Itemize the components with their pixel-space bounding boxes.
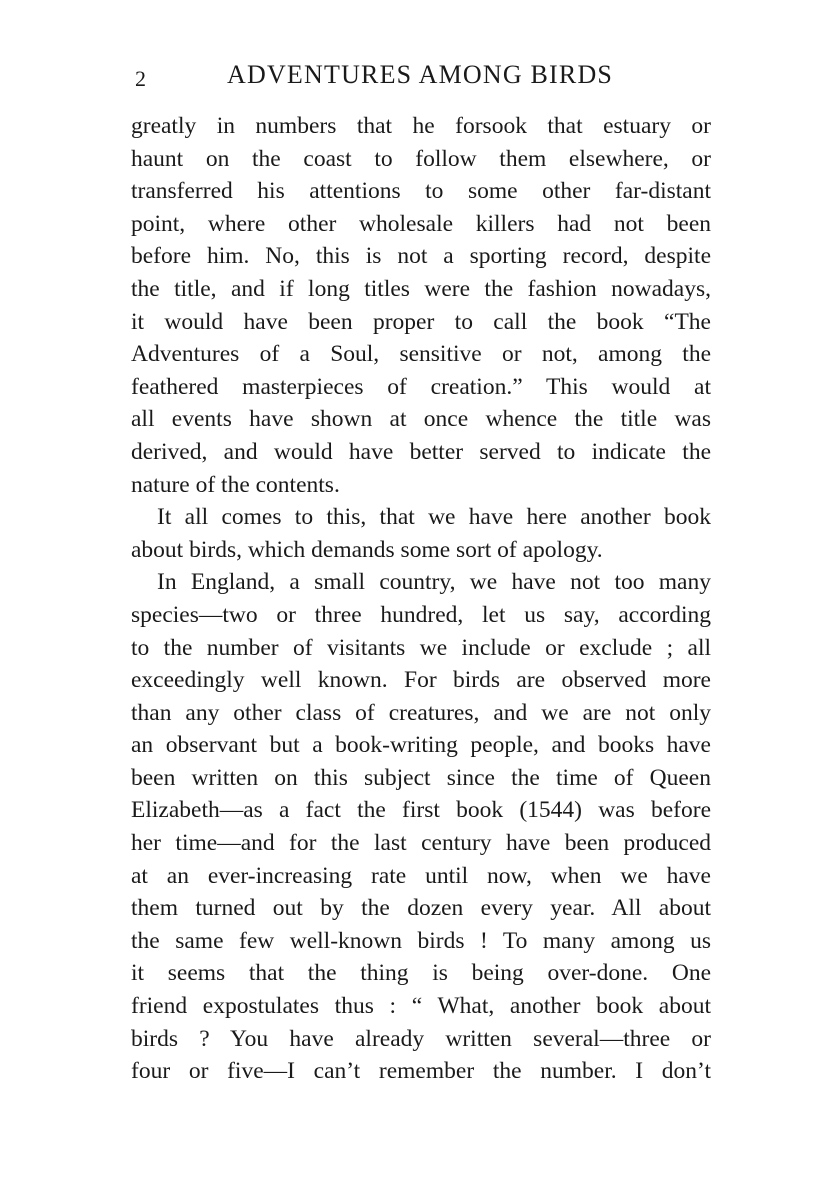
text-line: an observant but a book-writing people, and books have [131,732,711,759]
text-line: species—two or three hundred, let us say, according [131,601,711,628]
paragraph-start-line: It all comes to this, that we have here another book [157,504,711,531]
text-line: all events have shown at once whence the title was [131,406,711,433]
paragraph-end-line: nature of the contents. [131,471,340,498]
text-line: haunt on the coast to follow them elsewhere, or [131,145,711,172]
page-number: 2 [135,66,147,91]
text-line: exceedingly well known. For birds are observed more [131,667,711,694]
text-line: to the number of visitants we include or exclude ; all [131,634,711,661]
text-line: the same few well-known birds ! To many among us [131,927,711,954]
text-line: it seems that the thing is being over-done. One [131,960,711,987]
running-header [131,60,711,96]
paragraph-start-line: In England, a small country, we have not too many [157,569,711,596]
text-line: the title, and if long titles were the fashion nowadays, [131,275,711,302]
text-line: derived, and would have better served to indicate the [131,438,711,465]
text-line: them turned out by the dozen every year. All about [131,895,711,922]
text-line: than any other class of creatures, and we are not only [131,699,711,726]
text-line: it would have been proper to call the book “The [131,308,711,335]
text-line: Adventures of a Soul, sensitive or not, among the [131,341,711,368]
text-line: her time—and for the last century have been produced [131,830,711,857]
text-line: point, where other wholesale killers had not been [131,210,711,237]
running-title: ADVENTURES AMONG BIRDS [227,60,614,89]
text-line: Elizabeth—as a fact the first book (1544) was before [131,797,711,824]
text-line: greatly in numbers that he forsook that estuary or [131,113,711,139]
text-line: before him. No, this is not a sporting record, despite [131,243,711,270]
text-line: been written on this subject since the time of Queen [131,764,711,791]
text-line: friend expostulates thus : “ What, another book about [131,993,711,1020]
paragraph-end-line: about birds, which demands some sort of apology. [131,536,603,563]
body-text [131,110,711,1088]
text-line: feathered masterpieces of creation.” This would at [131,373,711,400]
text-line: birds ? You have already written several—three or [131,1025,711,1052]
text-line: four or five—I can’t remember the number. I don’t [131,1058,711,1085]
text-line: at an ever-increasing rate until now, when we have [131,862,711,889]
text-line: transferred his attentions to some other far-distant [131,178,711,205]
